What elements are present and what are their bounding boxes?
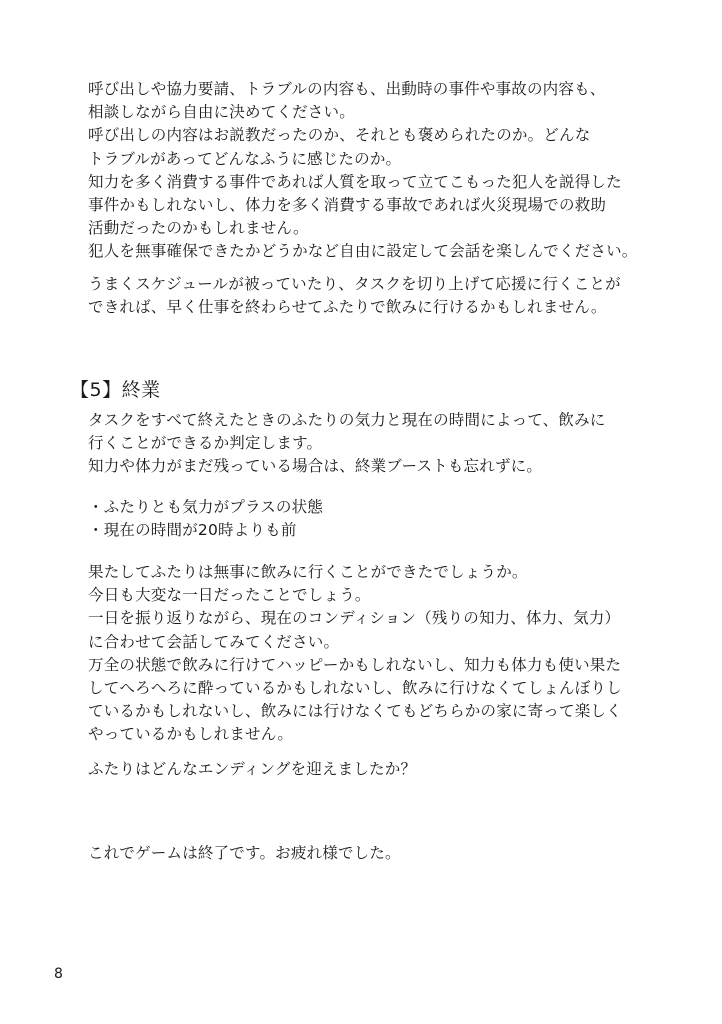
section-heading: 【5】終業 [70, 379, 161, 401]
text-line: 今日も大変な一日だったことでしょう。 [88, 586, 371, 605]
text-line: ているかもしれないし、飲みには行けなくてもどちらかの家に寄って楽しく [88, 702, 622, 721]
list-item: ・ふたりとも気力がプラスの状態 [88, 498, 324, 516]
text-line: 万全の状態で飲みに行けてハッピーかもしれないし、知力も体力も使い果た [88, 655, 622, 674]
text-line: うまくスケジュールが被っていたり、タスクを切り上げて応援に行くことが [88, 275, 621, 293]
text-line: してへろへろに酔っているかもしれないし、飲みに行けなくてしょんぼりし [88, 679, 622, 698]
text-line: ふたりはどんなエンディングを迎えましたか？ [88, 760, 417, 778]
text-line: できれば、早く仕事を終わらせてふたりで飲みに行けるかもしれません。 [88, 298, 607, 317]
paragraph-result [88, 561, 678, 747]
text-line: 行くことができるか判定します。 [88, 434, 323, 453]
text-line: 一日を振り返りながら、現在のコンディション（残りの知力、体力、気力） [88, 609, 621, 628]
list-item: ・現在の時間が20時よりも前 [88, 521, 297, 540]
paragraph-details [88, 78, 678, 264]
conditions-list [88, 496, 678, 542]
text-line: 呼び出しや協力要請、トラブルの内容も、出動時の事件や事故の内容も、 [88, 80, 606, 98]
text-line: 呼び出しの内容はお説教だったのか、それとも褒められたのか。どんな [88, 126, 591, 145]
text-line: 相談しながら自由に決めてください。 [88, 103, 355, 122]
text-line: に合わせて会話してみてください。 [88, 632, 340, 651]
text-line: 果たしてふたりは無事に飲みに行くことができたでしょうか。 [88, 563, 528, 581]
paragraph-question [88, 758, 678, 781]
text-line: これでゲームは終了です。お疲れ様でした。 [88, 844, 401, 862]
section-intro [88, 409, 678, 479]
page-number: 8 [54, 966, 63, 982]
text-line: トラブルがあってどんなふうに感じたのか。 [88, 149, 402, 168]
text-line: 知力を多く消費する事件であれば人質を取って立てこもった犯人を説得した [88, 172, 622, 191]
text-line: 事件かもしれないし、体力を多く消費する事故であれば火災現場での救助 [88, 196, 607, 215]
paragraph-closing [88, 842, 678, 865]
text-line: 活動だったのかもしれません。 [88, 219, 309, 238]
text-line: やっているかもしれません。 [88, 725, 294, 744]
text-line: 犯人を無事確保できたかどうかなど自由に設定して会話を楽しんでください。 [88, 242, 638, 261]
paragraph-schedule [88, 273, 678, 319]
text-line: タスクをすべて終えたときのふたりの気力と現在の時間によって、飲みに [88, 411, 606, 429]
text-line: 知力や体力がまだ残っている場合は、終業ブーストも忘れずに。 [88, 457, 543, 476]
